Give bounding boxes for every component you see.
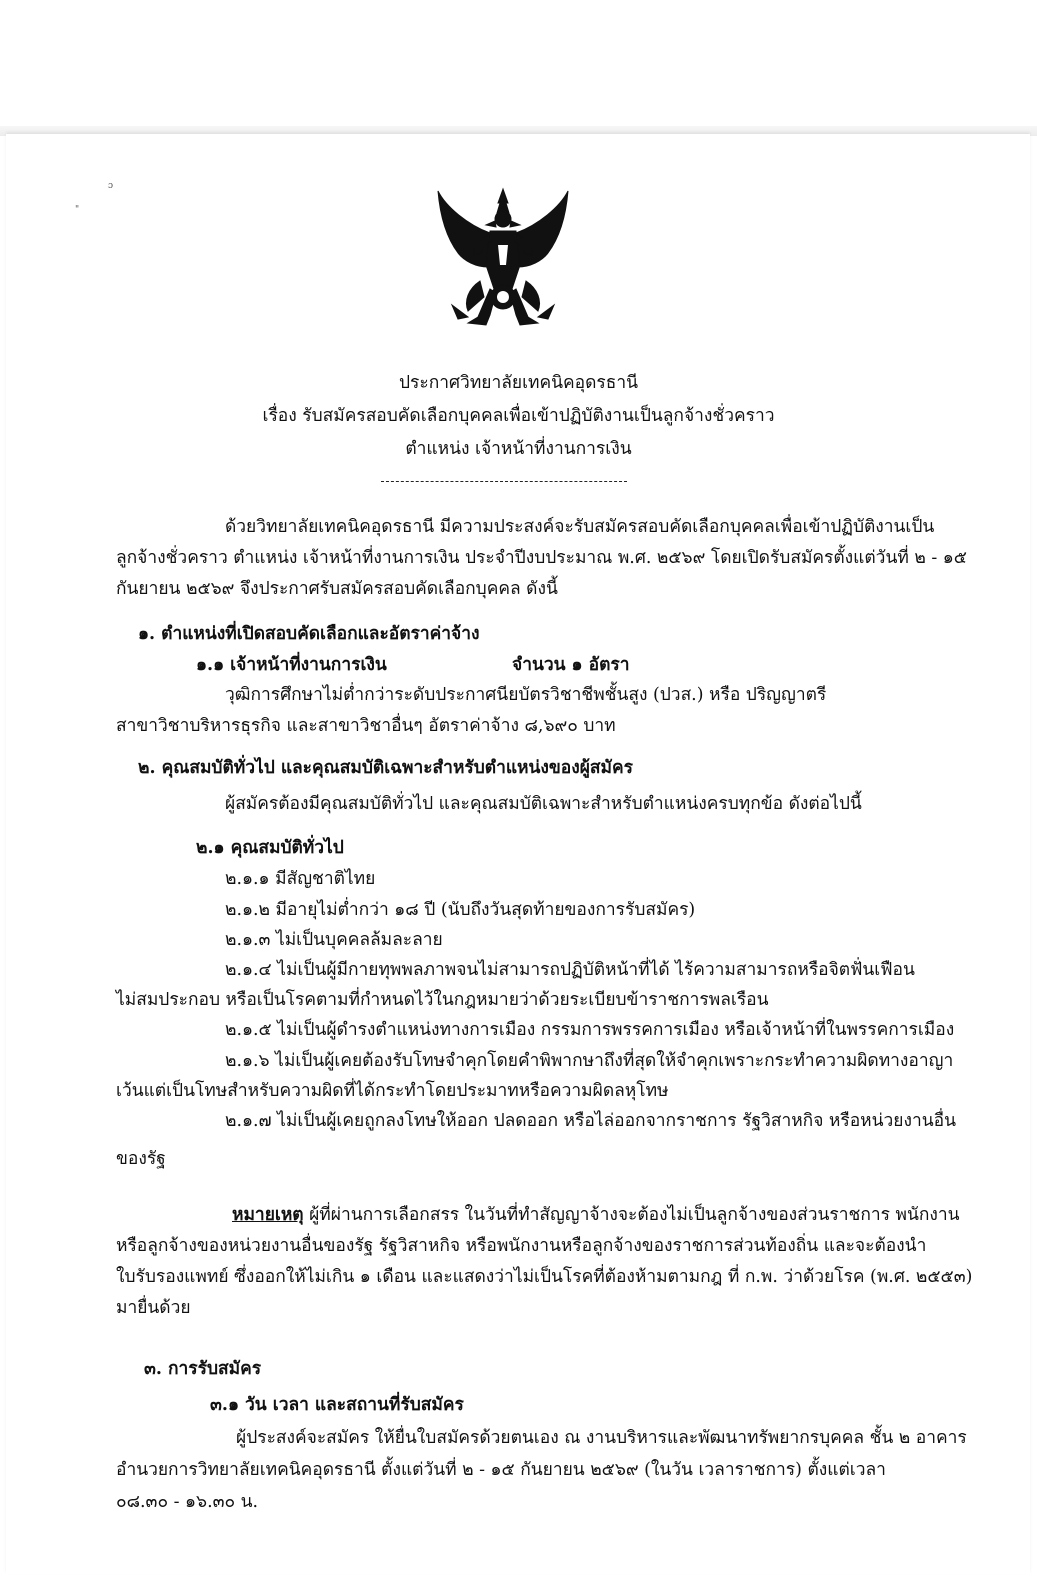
- scan-speck: ": [75, 205, 80, 215]
- qualification-2-1-3: ๒.๑.๓ ไม่เป็นบุคคลล้มละลาย: [225, 930, 443, 950]
- note-text: ผู้ที่ผ่านการเลือกสรร ในวันที่ทำสัญญาจ้างจะต้องไม่เป็นลูกจ้างของส่วนราชการ พนักงาน: [303, 1205, 960, 1225]
- qualification-2-1-1: ๒.๑.๑ มีสัญชาติไทย: [225, 869, 376, 889]
- qualification-2-1-7: ๒.๑.๗ ไม่เป็นผู้เคยถูกลงโทษให้ออก ปลดออก หรือไล่ออกจากราชการ รัฐวิสาหกิจ หรือหน่วยงานอื่น: [225, 1111, 956, 1131]
- note-line-2: หรือลูกจ้างของหน่วยงานอื่นของรัฐ รัฐวิสาหกิจ หรือพนักงานหรือลูกจ้างของราชการส่วนท้องถิ่น และจะต้องนำ: [116, 1236, 927, 1256]
- section-3-line-2: อำนวยการวิทยาลัยเทคนิคอุดรธานี ตั้งแต่วันที่ ๒ - ๑๕ กันยายน ๒๕๖๙ (ในวัน เวลาราชการ) ตั้งแต่เวลา: [116, 1460, 886, 1480]
- scan-speck: ɔ: [108, 181, 114, 191]
- qualification-2-1-2: ๒.๑.๒ มีอายุไม่ต่ำกว่า ๑๘ ปี (นับถึงวันสุดท้ายของการรับสมัคร): [225, 900, 696, 920]
- qualification-2-1-4-cont: ไม่สมประกอบ หรือเป็นโรคตามที่กำหนดไว้ในกฎหมายว่าด้วยระเบียบข้าราชการพลเรือน: [116, 990, 769, 1010]
- section-2-heading: ๒. คุณสมบัติทั่วไป และคุณสมบัติเฉพาะสำหรับตำแหน่งของผู้สมัคร: [138, 758, 633, 778]
- section-3-heading: ๓. การรับสมัคร: [144, 1359, 262, 1379]
- section-2-1-heading: ๒.๑ คุณสมบัติทั่วไป: [196, 838, 344, 858]
- announcement-position: ตำแหน่ง เจ้าหน้าที่งานการเงิน: [405, 439, 632, 459]
- section-3-line-1: ผู้ประสงค์จะสมัคร ให้ยื่นใบสมัครด้วยตนเอง ณ งานบริหารและพัฒนาทรัพยากรบุคคล ชั้น ๒ อาคาร: [236, 1428, 967, 1448]
- note-first-line: [232, 1204, 960, 1226]
- qualification-2-1-6-cont: เว้นแต่เป็นโทษสำหรับความผิดที่ได้กระทำโดยประมาทหรือความผิดลหุโทษ: [116, 1081, 669, 1101]
- section-1-heading: ๑. ตำแหน่งที่เปิดสอบคัดเลือกและอัตราค่าจ้าง: [138, 624, 480, 644]
- announcement-subject: เรื่อง รับสมัครสอบคัดเลือกบุคคลเพื่อเข้าปฏิบัติงานเป็นลูกจ้างชั่วคราว: [262, 406, 775, 426]
- section-1-line-1: วุฒิการศึกษาไม่ต่ำกว่าระดับประกาศนียบัตรวิชาชีพชั้นสูง (ปวส.) หรือ ปริญญาตรี: [225, 685, 827, 705]
- section-1-1-count: จำนวน ๑ อัตรา: [512, 655, 630, 675]
- header-divider: [381, 481, 627, 482]
- note-line-3: ใบรับรองแพทย์ ซึ่งออกให้ไม่เกิน ๑ เดือน และแสดงว่าไม่เป็นโรคที่ต้องห้ามตามกฎ ที่ ก.พ. ว่าด้วยโรค (พ.ศ. ๒๕๕๓): [116, 1267, 973, 1287]
- section-3-line-3: ๐๘.๓๐ - ๑๖.๓๐ น.: [116, 1492, 259, 1512]
- announcement-title: ประกาศวิทยาลัยเทคนิคอุดรธานี: [399, 373, 638, 393]
- section-1-1-item: ๑.๑ เจ้าหน้าที่งานการเงิน: [196, 655, 387, 675]
- qualification-2-1-4: ๒.๑.๔ ไม่เป็นผู้มีกายทุพพลภาพจนไม่สามารถปฏิบัติหน้าที่ได้ ไร้ความสามารถหรือจิตฟั่นเฟือน: [225, 960, 915, 980]
- intro-line-2: ลูกจ้างชั่วคราว ตำแหน่ง เจ้าหน้าที่งานการเงิน ประจำปีงบประมาณ พ.ศ. ๒๕๖๙ โดยเปิดรับสมัครตั้งแต่วันที่ ๒ - ๑๕: [116, 548, 967, 568]
- intro-line-1: ด้วยวิทยาลัยเทคนิคอุดรธานี มีความประสงค์จะรับสมัครสอบคัดเลือกบุคคลเพื่อเข้าปฏิบัติงานเป็น: [225, 517, 935, 537]
- section-2-intro: ผู้สมัครต้องมีคุณสมบัติทั่วไป และคุณสมบัติเฉพาะสำหรับตำแหน่งครบทุกข้อ ดังต่อไปนี้: [225, 794, 862, 814]
- qualification-2-1-7-cont: ของรัฐ: [116, 1149, 166, 1169]
- qualification-2-1-5: ๒.๑.๕ ไม่เป็นผู้ดำรงตำแหน่งทางการเมือง กรรมการพรรคการเมือง หรือเจ้าหน้าที่ในพรรคการเมือง: [225, 1020, 955, 1040]
- qualification-2-1-6: ๒.๑.๖ ไม่เป็นผู้เคยต้องรับโทษจำคุกโดยคำพิพากษาถึงที่สุดให้จำคุกเพราะกระทำความผิดทางอาญา: [225, 1051, 954, 1071]
- garuda-emblem-icon: [428, 185, 578, 335]
- intro-line-3: กันยายน ๒๕๖๙ จึงประกาศรับสมัครสอบคัดเลือกบุคคล ดังนี้: [116, 579, 558, 599]
- note-label: หมายเหตุ: [232, 1205, 304, 1225]
- section-3-1-heading: ๓.๑ วัน เวลา และสถานที่รับสมัคร: [210, 1395, 464, 1415]
- section-1-line-2: สาขาวิชาบริหารธุรกิจ และสาขาวิชาอื่นๆ อัตราค่าจ้าง ๘,๖๙๐ บาท: [116, 716, 616, 736]
- note-line-4: มายื่นด้วย: [116, 1298, 191, 1318]
